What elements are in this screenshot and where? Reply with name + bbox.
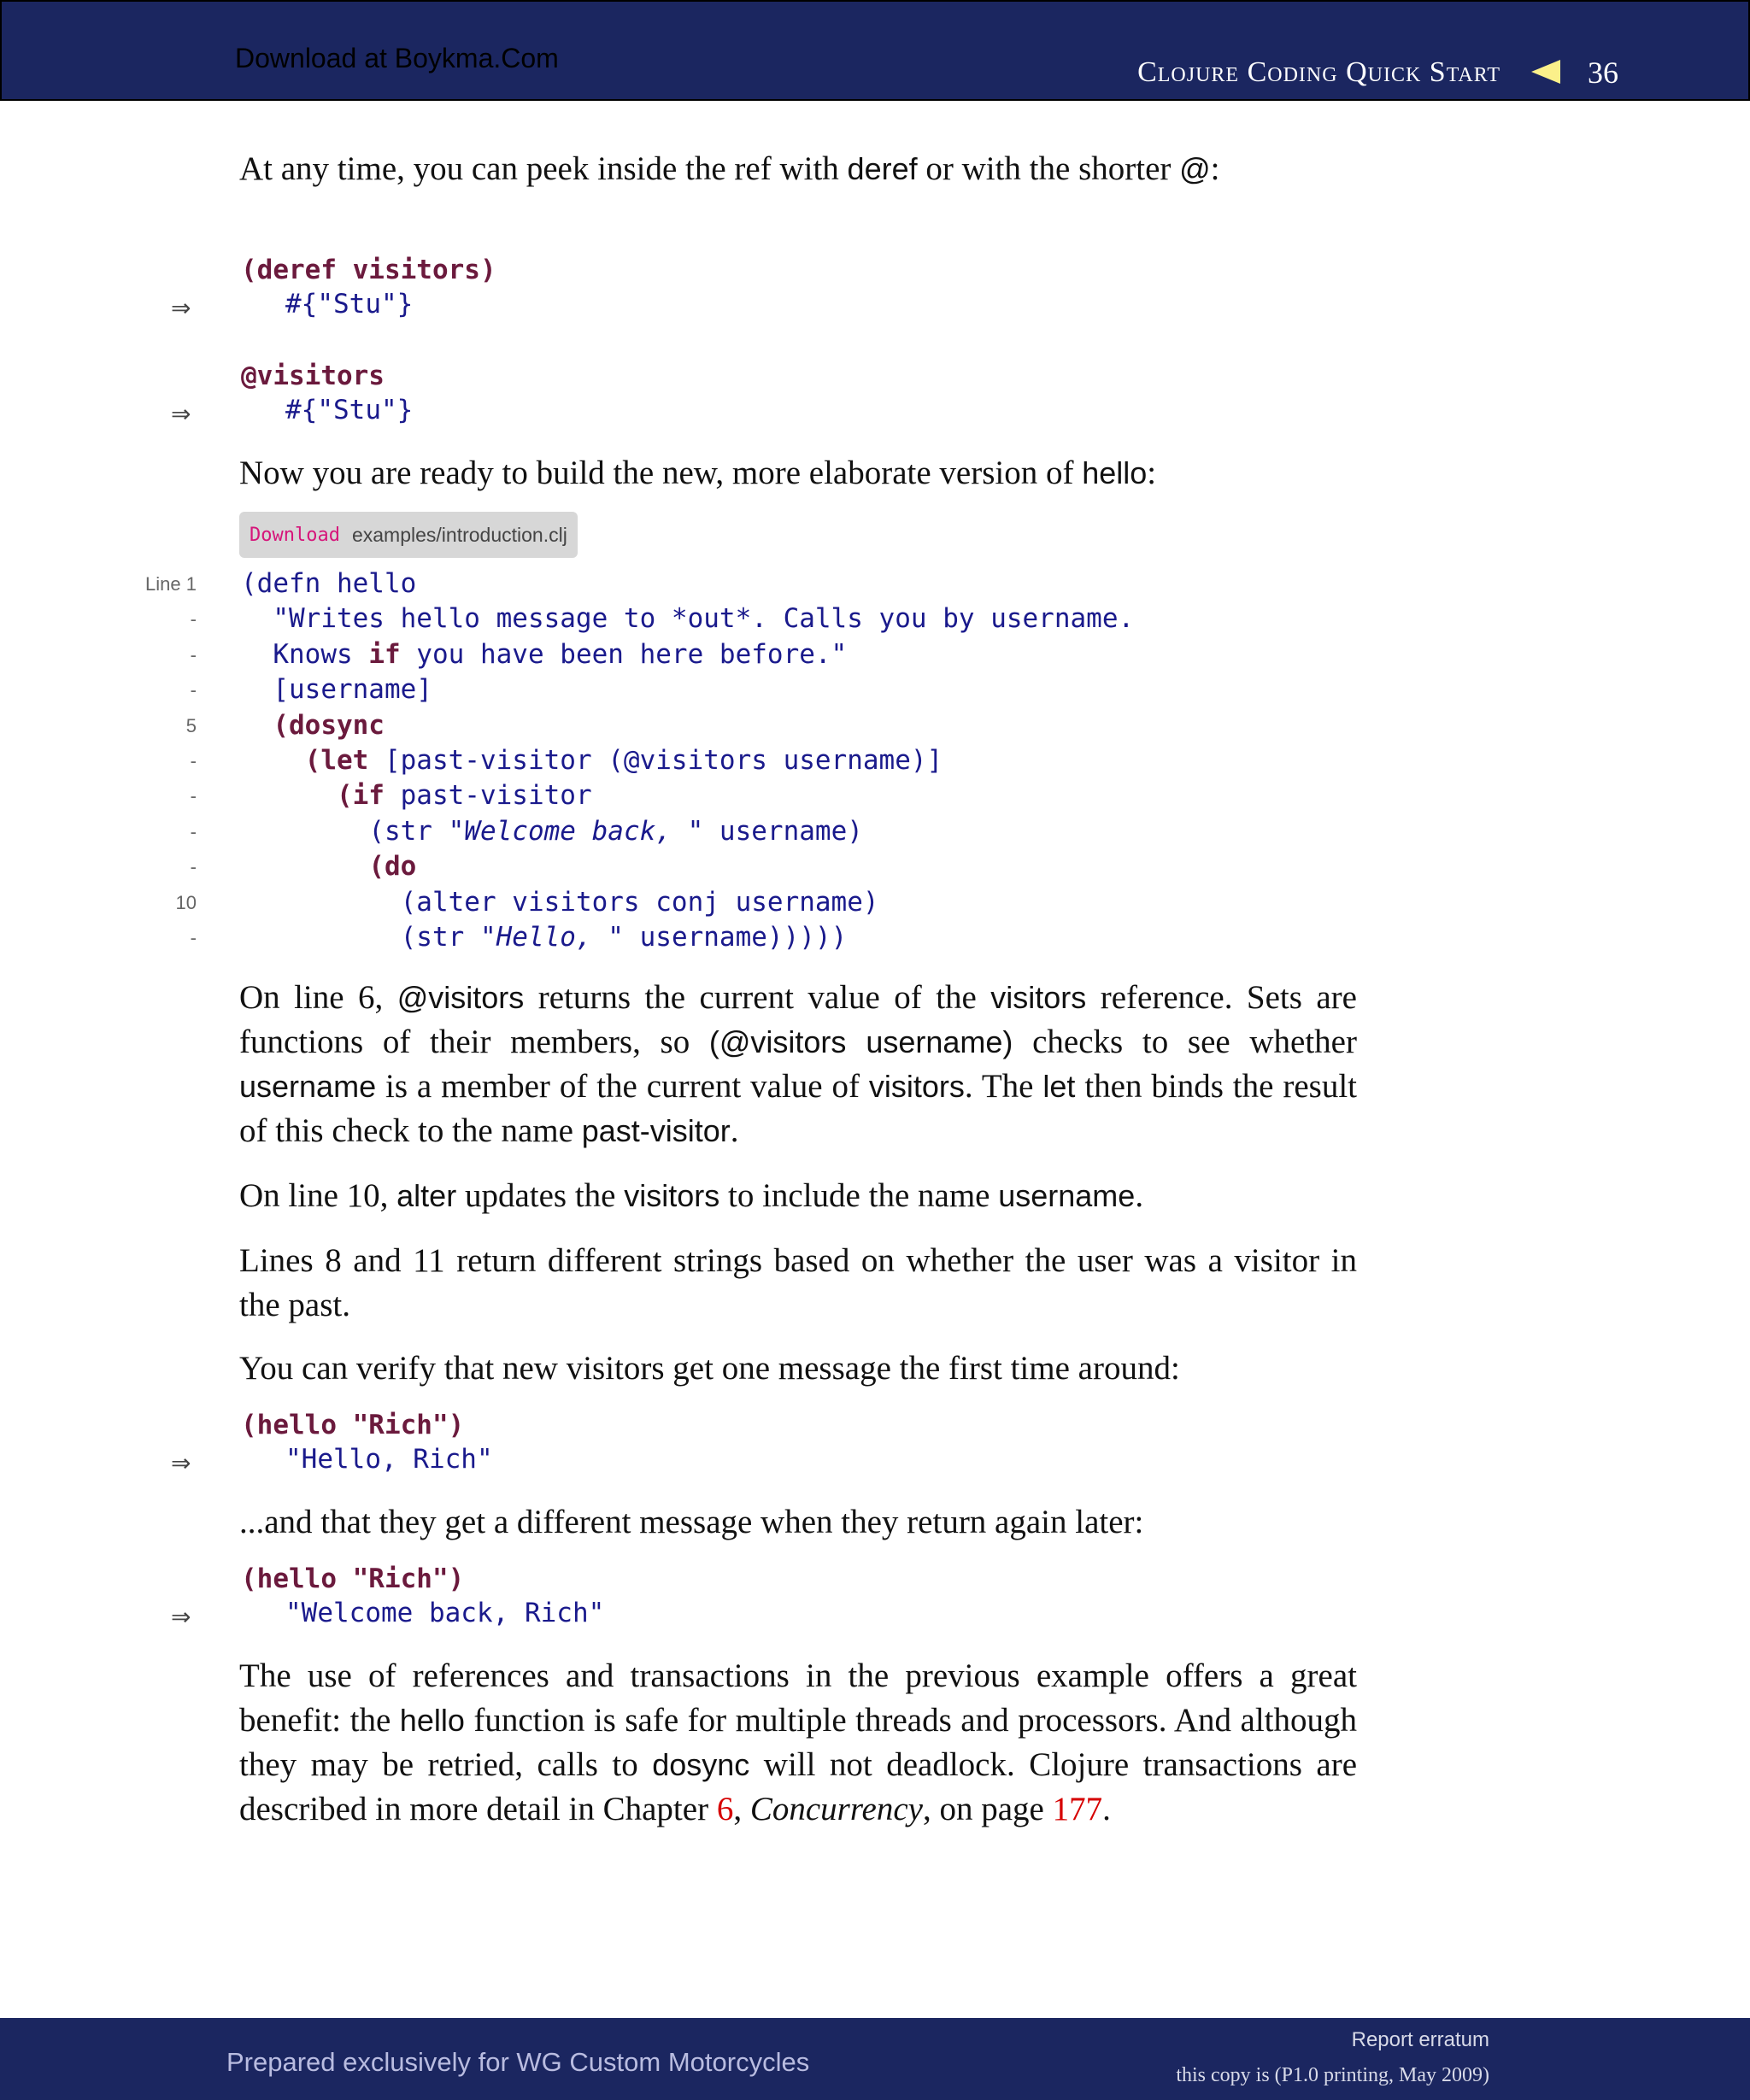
code-line	[241, 672, 1134, 707]
inline-code: @visitors	[396, 980, 525, 1015]
prepared-for-notice: Prepared exclusively for WG Custom Motorcycles	[226, 2047, 810, 2077]
code-token: Knows	[273, 638, 369, 670]
code-line	[241, 920, 1134, 955]
line-number: 10	[175, 891, 197, 913]
line-number: -	[190, 820, 197, 842]
text: is a member of the current value of	[376, 1068, 869, 1105]
repl-input: @visitors	[241, 361, 385, 391]
text: to include the name	[719, 1177, 999, 1214]
code-token: (defn hello	[241, 568, 417, 599]
text: then binds the result of this check to the name	[239, 1068, 1358, 1149]
listing-line-numbers	[103, 566, 197, 955]
inline-code: visitors	[624, 1178, 720, 1213]
inline-code: dosync	[652, 1747, 750, 1782]
page-number: 36	[1588, 56, 1618, 90]
code-line	[241, 885, 1134, 920]
page-header	[0, 0, 1750, 101]
code-keyword: (let	[304, 745, 369, 777]
line-number: -	[190, 785, 197, 807]
inline-code: deref	[847, 151, 918, 186]
inline-code: visitors	[990, 980, 1087, 1015]
text: .	[730, 1112, 739, 1149]
line-number: -	[190, 926, 197, 948]
repl-output: #{"Stu"}	[285, 289, 414, 320]
running-title: Clojure Coding Quick Start	[1137, 56, 1500, 88]
paragraph-verify: You can verify that new visitors get one message the first time around:	[239, 1350, 1180, 1387]
code-line	[241, 743, 1134, 778]
inline-code: (@visitors username)	[708, 1024, 1013, 1059]
code-token: (str	[400, 922, 480, 953]
code-token: username)))))	[623, 922, 848, 953]
text: .	[1102, 1791, 1111, 1827]
line-number: -	[190, 643, 197, 666]
text: .	[1135, 1177, 1144, 1214]
line-number: -	[190, 749, 197, 771]
paragraph-ready-to-build	[239, 451, 1357, 496]
line-number: -	[190, 679, 197, 701]
text: On line 10,	[239, 1177, 397, 1214]
page-link[interactable]: 177	[1052, 1791, 1103, 1827]
line-number: -	[190, 608, 197, 631]
repl-output: "Hello, Rich"	[285, 1444, 493, 1475]
code-keyword: (if	[336, 780, 385, 812]
code-line	[241, 778, 1134, 813]
line-number: Line 1	[145, 573, 197, 595]
code-string: "Welcome back, "	[448, 815, 704, 847]
code-token: [past-visitor (@visitors username)]	[368, 745, 943, 777]
chapter-title: Concurrency	[749, 1791, 923, 1827]
result-arrow-icon: ⇒	[171, 294, 191, 322]
paragraph-lines-8-11: Lines 8 and 11 return different strings based on whether the user was a visitor in the past.	[239, 1242, 1357, 1323]
code-line	[241, 814, 1134, 849]
code-keyword: (do	[368, 851, 417, 883]
inline-code: @	[1179, 151, 1211, 186]
code-keyword: (dosync	[273, 709, 385, 741]
code-listing	[241, 566, 1134, 955]
paragraph-line-6-explanation	[239, 976, 1357, 1153]
paragraph-line-10-explanation	[239, 1174, 1357, 1218]
paragraph-transactions-benefit	[239, 1654, 1357, 1832]
text: reference. Sets are functions of their members, so	[239, 979, 1357, 1060]
code-line	[241, 566, 1134, 601]
inline-code: past-visitor	[581, 1113, 731, 1148]
code-line	[241, 601, 1134, 636]
code-line	[241, 708, 1134, 743]
text: will not deadlock. Clojure transactions are described in more detail in Chapter	[239, 1746, 1358, 1827]
inline-code: hello	[1082, 455, 1148, 490]
text: or with the shorter	[917, 150, 1180, 187]
inline-code: hello	[399, 1703, 465, 1738]
inline-code: username	[998, 1178, 1136, 1213]
text: function is safe for multiple threads and processors. And although they may be retried, calls to	[239, 1702, 1358, 1783]
inline-code: let	[1042, 1069, 1076, 1104]
result-arrow-icon: ⇒	[171, 1603, 191, 1631]
repl-input: (hello "Rich")	[241, 1563, 465, 1594]
text: Now you are ready to build the new, more elaborate version of	[239, 455, 1083, 491]
printing-info: this copy is (P1.0 printing, May 2009)	[1176, 2064, 1489, 2086]
report-erratum-link[interactable]: Report erratum	[1351, 2028, 1489, 2051]
repl-output: #{"Stu"}	[285, 395, 414, 425]
code-line	[241, 637, 1134, 672]
text: , on page	[923, 1791, 1053, 1827]
code-string: "Hello, "	[479, 922, 624, 953]
code-keyword: if	[368, 638, 401, 670]
result-arrow-icon: ⇒	[171, 400, 191, 428]
chapter-link[interactable]: 6	[716, 1791, 734, 1827]
paragraph-return-again: ...and that they get a different message when they return again later:	[239, 1504, 1144, 1540]
code-line	[241, 849, 1134, 884]
code-token: "Writes hello message to *out*. Calls you by username.	[273, 603, 1135, 635]
code-token: username)	[703, 815, 863, 847]
result-arrow-icon: ⇒	[171, 1449, 191, 1477]
text: ,	[733, 1791, 750, 1827]
repl-input: (hello "Rich")	[241, 1410, 465, 1440]
code-token: [username]	[273, 674, 432, 706]
text: At any time, you can peek inside the ref with	[239, 150, 848, 187]
text: :	[1210, 150, 1220, 187]
inline-code: username	[239, 1069, 377, 1104]
repl-input: (deref visitors)	[241, 255, 496, 285]
code-token: past-visitor	[384, 780, 592, 812]
text: checks to see whether	[1013, 1024, 1357, 1060]
repl-output: "Welcome back, Rich"	[285, 1598, 605, 1628]
inline-code: alter	[396, 1178, 457, 1213]
code-token: (str	[368, 815, 449, 847]
text: The use of references and transactions in the previous example offers a great benefit: the	[239, 1657, 1357, 1739]
paragraph-peek-ref	[239, 147, 1357, 191]
code-token: you have been here before."	[400, 638, 848, 670]
file-path: examples/introduction.clj	[351, 523, 567, 546]
previous-page-arrow-icon[interactable]	[1531, 60, 1560, 84]
page-footer	[0, 2018, 1750, 2100]
text: returns the current value of the	[524, 979, 991, 1016]
code-token: (alter visitors conj username)	[400, 886, 879, 918]
text: . The	[964, 1068, 1043, 1105]
text: updates the	[456, 1177, 625, 1214]
line-number: 5	[185, 714, 197, 736]
download-file-box	[239, 512, 578, 558]
text: On line 6,	[239, 979, 397, 1016]
text: :	[1147, 455, 1157, 491]
inline-code: visitors	[868, 1069, 965, 1104]
download-notice: Download at Boykma.Com	[235, 43, 559, 73]
download-link[interactable]: Download	[250, 524, 340, 546]
line-number: -	[190, 856, 197, 878]
